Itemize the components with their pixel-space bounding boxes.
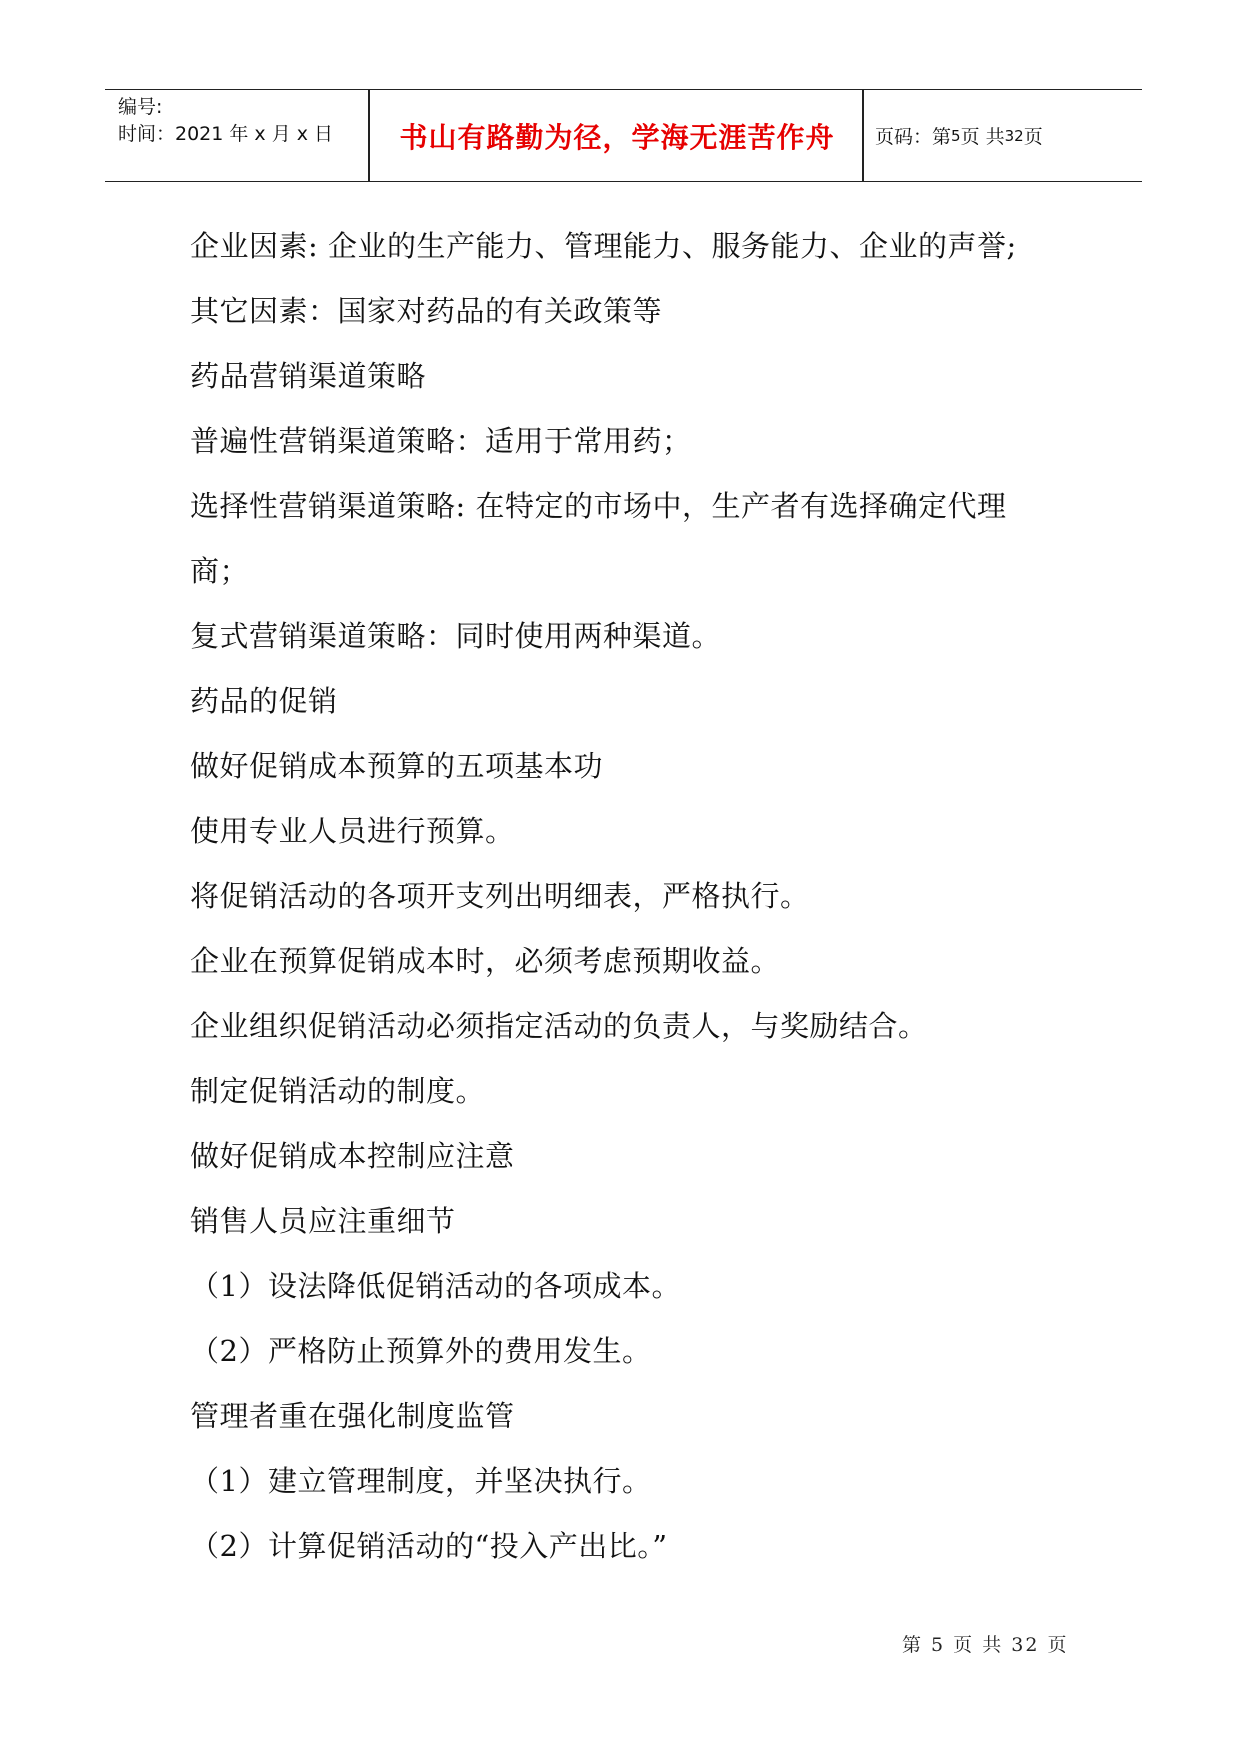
page-footer: 第 5 页 共 32 页: [902, 1634, 1069, 1656]
page-header: [105, 89, 1142, 182]
document-number-label: 编号:: [118, 96, 163, 118]
paragraph: 管理者重在强化制度监管: [190, 1399, 515, 1433]
list-item: （1）设法降低促销活动的各项成本。: [190, 1269, 681, 1303]
paragraph: 将促销活动的各项开支列出明细表，严格执行。: [190, 879, 810, 913]
page-mid: 页 共: [960, 126, 1005, 148]
header-divider: [862, 90, 864, 181]
header-page-indicator: [875, 90, 1043, 181]
section-heading: 药品营销渠道策略: [190, 359, 427, 393]
page-prefix: 页码：第: [875, 126, 952, 148]
paragraph: 企业在预算促销成本时，必须考虑预期收益。: [190, 944, 781, 978]
paragraph: 选择性营销渠道策略: 在特定的市场中，生产者有选择确定代理: [190, 489, 1007, 523]
paragraph: 商；: [190, 554, 250, 588]
list-item: （2）严格防止预算外的费用发生。: [190, 1334, 652, 1368]
header-motto: 书山有路勤为径，学海无涯苦作舟: [399, 120, 835, 154]
paragraph: 复式营销渠道策略：同时使用两种渠道。: [190, 619, 722, 653]
page-total: 32: [1004, 126, 1024, 145]
list-item: （1）建立管理制度，并坚决执行。: [190, 1464, 652, 1498]
paragraph: 销售人员应注重细节: [190, 1204, 456, 1238]
paragraph: 其它因素：国家对药品的有关政策等: [190, 294, 663, 328]
paragraph: 企业因素: 企业的生产能力、管理能力、服务能力、企业的声誉;: [190, 229, 1017, 263]
page-number: 5: [951, 126, 961, 145]
section-heading: 药品的促销: [190, 684, 338, 718]
paragraph: 做好促销成本控制应注意: [190, 1139, 515, 1173]
list-item: （2）计算促销活动的“投入产出比。”: [190, 1529, 668, 1563]
document-time-label: 时间：2021 年 x 月 x 日: [118, 123, 334, 145]
document-body: [190, 214, 1090, 1579]
header-meta: [118, 94, 368, 148]
paragraph: 制定促销活动的制度。: [190, 1074, 486, 1108]
paragraph: 使用专业人员进行预算。: [190, 814, 515, 848]
page-suffix: 页: [1023, 126, 1043, 148]
paragraph: 企业组织促销活动必须指定活动的负责人，与奖励结合。: [190, 1009, 928, 1043]
paragraph: 普遍性营销渠道策略：适用于常用药；: [190, 424, 692, 458]
paragraph: 做好促销成本预算的五项基本功: [190, 749, 604, 783]
